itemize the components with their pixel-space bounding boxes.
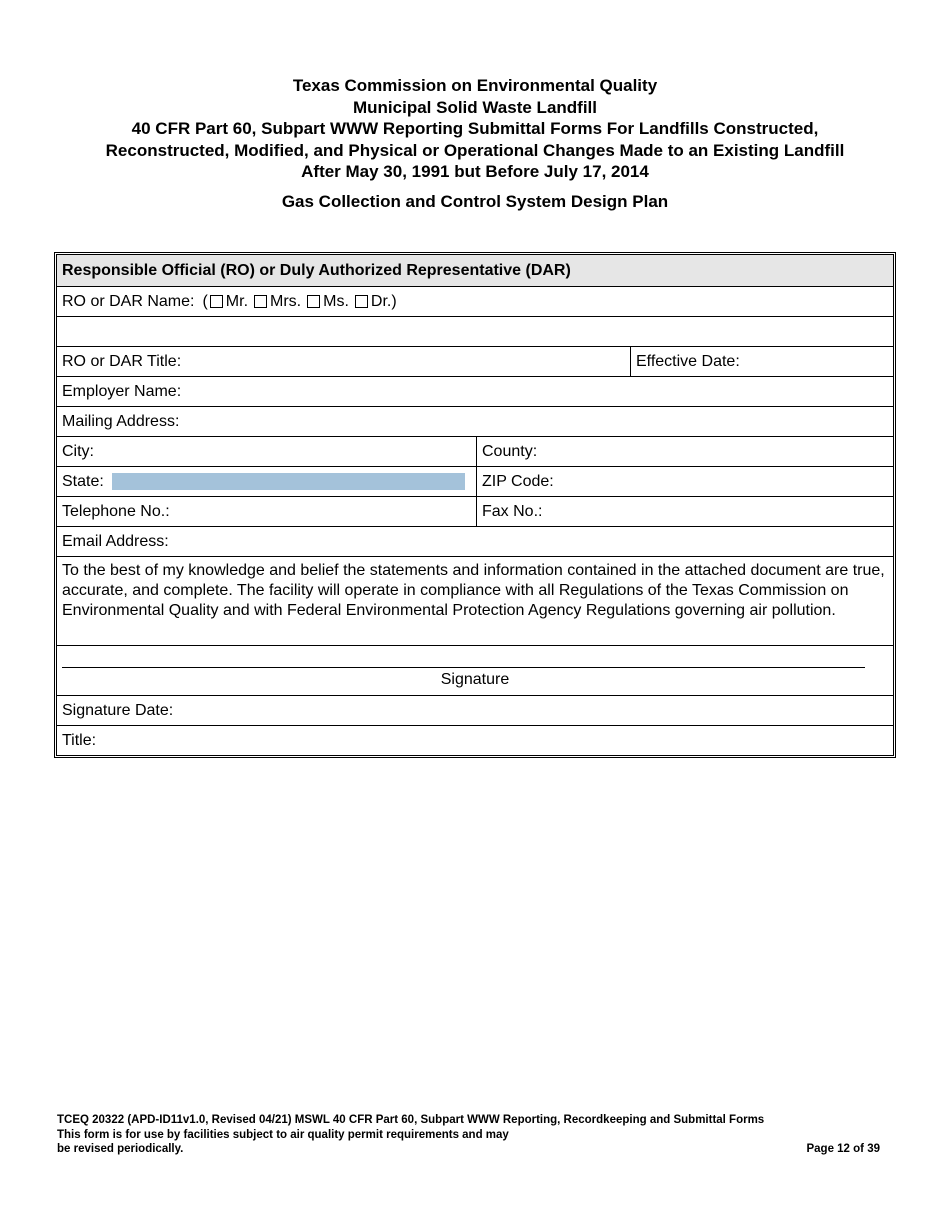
signature-label: Signature: [440, 671, 510, 688]
ms-label: Ms.: [323, 292, 349, 310]
ms-checkbox[interactable]: [307, 295, 320, 308]
telephone-field[interactable]: Telephone No.:: [62, 502, 170, 520]
mrs-label: Mrs.: [270, 292, 302, 310]
rule-title-line-1: 40 CFR Part 60, Subpart WWW Reporting Submittal Forms For Landfills Constructed,: [131, 119, 819, 138]
county-field[interactable]: County:: [476, 437, 893, 466]
agency-title: Texas Commission on Environmental Quality: [292, 76, 658, 95]
certification-statement: To the best of my knowledge and belief the statements and information contained in the attached document are true, accurate, and complete. The facility will operate in compliance with all Regulations of the Texas Commission on Environmental Quality and with Federal Environmental Protection Agency Regulations governing air pollution.: [62, 562, 885, 619]
state-cell: [57, 467, 476, 496]
page-number: Page 12 of 39: [806, 1143, 880, 1155]
mailing-address-field[interactable]: Mailing Address:: [62, 412, 180, 430]
state-label: State:: [62, 472, 104, 490]
signature-date-field[interactable]: Signature Date:: [62, 701, 174, 719]
responsible-official-form: [54, 252, 896, 758]
city-field[interactable]: City:: [62, 442, 94, 460]
name-field[interactable]: [57, 317, 893, 346]
program-title: Municipal Solid Waste Landfill: [353, 97, 597, 117]
rule-title-line-3: After May 30, 1991 but Before July 17, 2014: [301, 162, 649, 181]
rule-title-line-2: Reconstructed, Modified, and Physical or Operational Changes Made to an Existing Landfill: [105, 140, 845, 160]
effective-date-field[interactable]: Effective Date:: [630, 347, 893, 376]
form-subtitle: Gas Collection and Control System Design Plan: [281, 191, 669, 211]
email-address-field[interactable]: Email Address:: [62, 532, 169, 550]
signature-block[interactable]: [57, 645, 893, 695]
signature-line: [62, 667, 865, 668]
section-title: Responsible Official (RO) or Duly Authorized Representative (DAR): [57, 255, 893, 286]
state-dropdown[interactable]: [112, 473, 465, 490]
form-header: [0, 75, 950, 212]
mr-checkbox[interactable]: [210, 295, 223, 308]
name-label: RO or DAR Name:: [62, 292, 195, 310]
dr-label: Dr.: [370, 292, 392, 310]
ro-title-field[interactable]: RO or DAR Title:: [62, 352, 182, 370]
fax-field[interactable]: Fax No.:: [476, 497, 893, 526]
footer-note-line-1: This form is for use by facilities subject to air quality permit requirements and may: [57, 1128, 509, 1141]
name-salutation-cell: RO or DAR Name: ( Mr. Mrs. Ms. Dr. ): [62, 292, 397, 310]
dr-checkbox[interactable]: [355, 295, 368, 308]
page-footer: [57, 1113, 880, 1157]
form-id-line: TCEQ 20322 (APD-ID11v1.0, Revised 04/21) MSWL 40 CFR Part 60, Subpart WWW Reporting, Recordkeeping and Submittal Forms: [57, 1114, 765, 1126]
mr-label: Mr.: [225, 292, 249, 310]
footer-note-line-2: be revised periodically.: [57, 1143, 184, 1155]
mrs-checkbox[interactable]: [254, 295, 267, 308]
zip-code-field[interactable]: ZIP Code:: [476, 467, 893, 496]
title-field[interactable]: Title:: [62, 731, 97, 749]
employer-name-field[interactable]: Employer Name:: [62, 382, 182, 400]
